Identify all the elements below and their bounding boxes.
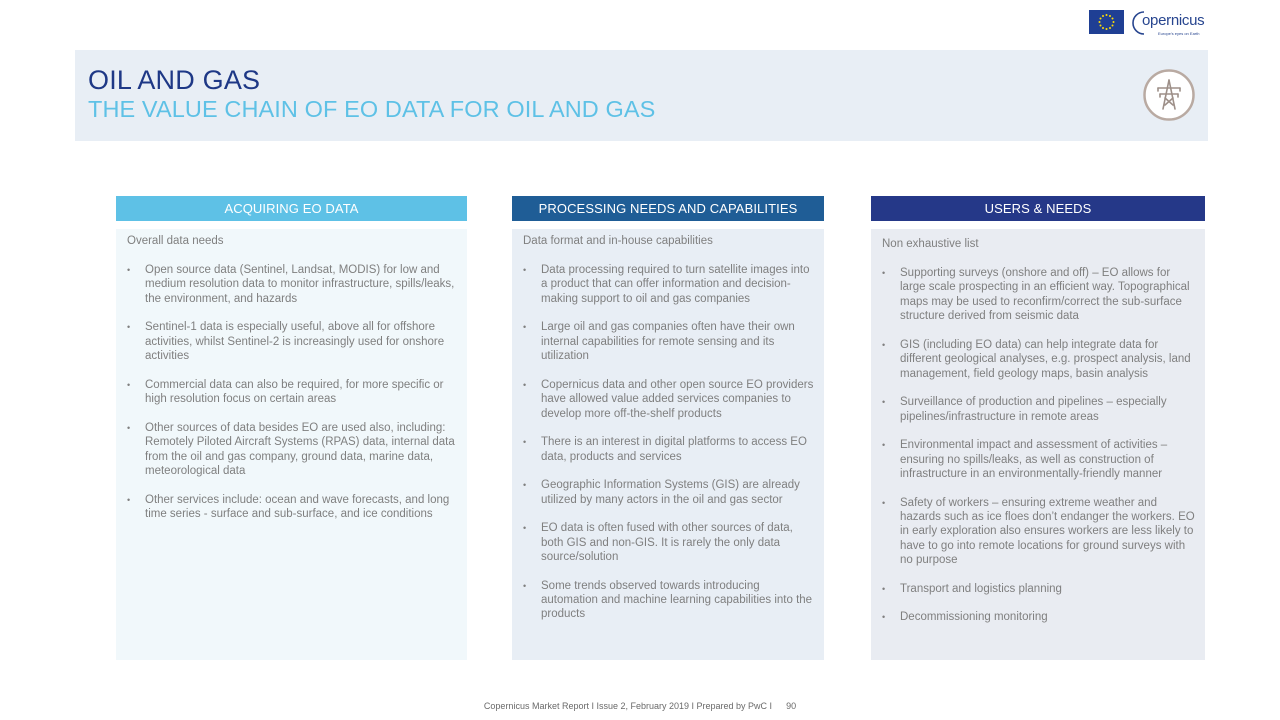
list-item: • Copernicus data and other open source EO providers have allowed value added services companies to develop more off-the-shelf products [523, 378, 814, 420]
column-heading: PROCESSING NEEDS AND CAPABILITIES [512, 196, 824, 221]
column-acquiring [116, 196, 467, 521]
list-item: • Some trends observed towards introducing automation and machine learning capabilities into the products [523, 579, 813, 621]
list-item: • There is an interest in digital platforms to access EO data, products and services [523, 436, 807, 463]
column-users [871, 196, 1205, 624]
copernicus-wordmark-visible: opernicus [1142, 12, 1205, 29]
title-band [75, 50, 1208, 141]
bullet-icon: • [523, 580, 527, 591]
bullet-icon: • [523, 265, 527, 275]
bullet-icon: • [882, 339, 886, 350]
list-item: • Geographic Information Systems (GIS) are already utilized by many actors in the oil and gas sector [523, 479, 800, 506]
list-item: • Surveillance of production and pipelines – especially pipelines/infrastructure in remote areas [882, 396, 1167, 423]
bullet-icon: • [882, 583, 886, 594]
bullet-icon: • [127, 322, 131, 333]
bullet-icon: • [882, 397, 886, 408]
list-item: • GIS (including EO data) can help integrate data for different geological analyses, e.g. prospect analysis, land management, field geology maps, basin analysis [882, 338, 1191, 380]
page-title: OIL AND GAS [88, 65, 261, 95]
bullet-list [523, 263, 816, 636]
bullet-icon: • [882, 268, 886, 278]
column-intro: Data format and in-house capabilities [523, 235, 713, 247]
list-item: • Sentinel-1 data is especially useful, above all for offshore activities, whilst Sentinel-2 is increasingly used for onshore activities [127, 321, 445, 363]
bullet-icon: • [127, 265, 131, 275]
bullet-icon: • [127, 422, 131, 433]
column-intro: Overall data needs [127, 235, 224, 247]
column-body [512, 229, 824, 660]
list-item: • Data processing required to turn satellite images into a product that can offer information and decision-making support to oil and gas companies [523, 264, 810, 305]
bullet-icon: • [523, 379, 527, 390]
bullet-list [882, 266, 1197, 639]
bullet-icon: • [523, 523, 527, 534]
list-item: • Transport and logistics planning [882, 582, 1062, 595]
column-body [871, 229, 1205, 660]
column-body [116, 229, 467, 660]
copernicus-tagline: Europe's eyes on Earth [1158, 31, 1200, 36]
column-processing [512, 196, 824, 621]
page-footer [0, 701, 1280, 711]
bullet-icon: • [523, 322, 527, 333]
bullet-icon: • [882, 440, 886, 451]
bullet-list [127, 263, 459, 536]
column-heading: USERS & NEEDS [871, 196, 1205, 221]
list-item: • Commercial data can also be required, for more specific or high resolution focus on certain areas [127, 378, 444, 406]
column-heading: ACQUIRING EO DATA [116, 196, 467, 221]
bullet-icon: • [882, 612, 886, 623]
list-item: • Environmental impact and assessment of activities – ensuring no spills/leaks, as well as construction of infrastructure in an environmentally-friendly manner [882, 439, 1168, 481]
bullet-icon: • [523, 480, 527, 491]
page-subtitle: THE VALUE CHAIN OF EO DATA FOR OIL AND GAS [88, 96, 656, 122]
list-item: • Safety of workers – ensuring extreme weather and hazards such as ice floes don’t endanger the workers. EO in early exploration also ensures workers are less likely to have to go into remote locations for ground surveys with no purpose [882, 496, 1195, 567]
footer-text: Copernicus Market Report I Issue 2, February 2019 I Prepared by PwC I [483, 701, 773, 711]
list-item: • Large oil and gas companies often have their own internal capabilities for remote sensing and its utilization [523, 321, 795, 363]
bullet-icon: • [127, 494, 131, 505]
list-item: • Supporting surveys (onshore and off) – EO allows for large scale prospecting in an efficient way. Topographical maps may be used to reconfirm/correct the sub-surface structure derived from seismic data [882, 267, 1190, 323]
list-item: • Decommissioning monitoring [882, 611, 1048, 624]
bullet-icon: • [127, 379, 131, 390]
list-item: • Other sources of data besides EO are used also, including: Remotely Piloted Aircraft Systems (RPAS) data, internal data from the oil and gas company, ground data, marine data, meteorological data [127, 421, 455, 478]
page-number: 90 [786, 701, 797, 711]
list-item: • EO data is often fused with other sources of data, both GIS and non-GIS. It is rarely the only data source/solution [523, 522, 793, 564]
eu-flag-icon [1089, 10, 1124, 34]
column-intro: Non exhaustive list [882, 238, 979, 250]
power-tower-icon [1143, 69, 1195, 121]
list-item: • Open source data (Sentinel, Landsat, MODIS) for low and medium resolution data to monitor infrastructure, spills/leaks, the environment, and hazards [127, 264, 455, 305]
bullet-icon: • [523, 437, 527, 448]
list-item: • Other services include: ocean and wave forecasts, and long time series - surface and sub-surface, and ice conditions [127, 493, 450, 521]
bullet-icon: • [882, 497, 886, 508]
